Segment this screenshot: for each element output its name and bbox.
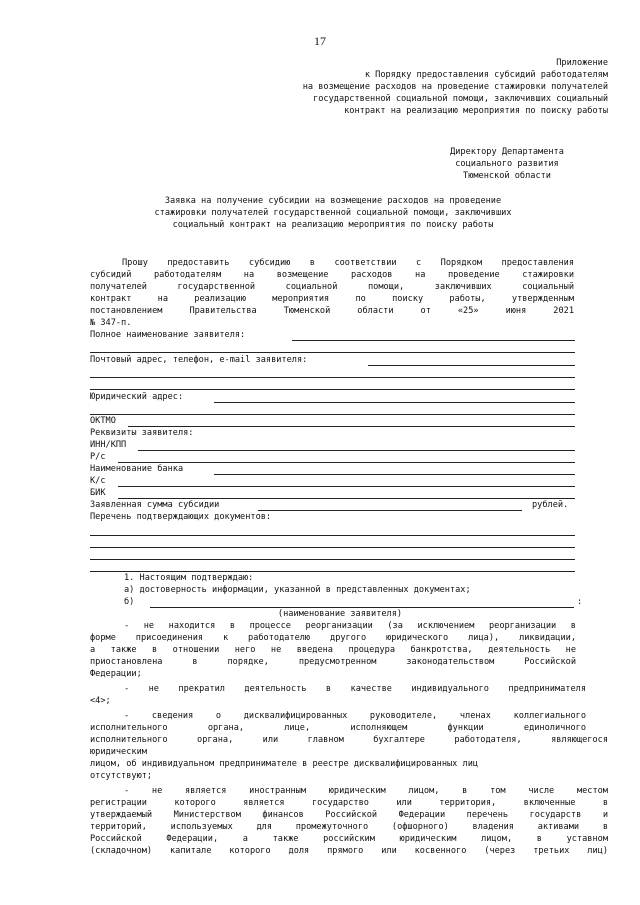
title-line: стажировки получателей государственной социальной помощи, заключивших — [154, 208, 512, 218]
title-line: Заявка на получение субсидии на возмещение расходов на проведение — [164, 196, 502, 206]
confirm-p1-line: Федерации; — [90, 669, 142, 679]
legal-address-label: Юридический адрес: — [90, 392, 184, 402]
confirm-p4-line: (складочном) капитале которого доля прямого или косвенного (через третьих лиц) — [90, 846, 608, 856]
oktmo-field[interactable] — [128, 426, 575, 427]
confirm-p2-line: - не прекратил деятельность в качестве индивидуального предпринимателя — [124, 684, 586, 694]
postal-label: Почтовый адрес, телефон, e-mail заявителя: — [90, 355, 308, 365]
addressee-line: социального развития — [455, 159, 559, 169]
confirm-p4-line: территорий, используемых для промежуточного (офшорного) владения активами в — [90, 822, 608, 832]
bik-label: БИК — [90, 488, 106, 498]
appendix-line: на возмещение расходов на проведение стажировки получателей — [302, 82, 608, 92]
amount-field[interactable] — [258, 510, 522, 511]
confirm-p4-line: утверждаемый Министерством финансов Российской Федерации перечень государств и — [90, 810, 608, 820]
addressee-line: Тюменской области — [463, 171, 551, 181]
full-name-label: Полное наименование заявителя: — [90, 330, 246, 340]
confirm-item-a: а) достоверность информации, указанной в представленных документах; — [124, 585, 471, 595]
corr-account-label: К/с — [90, 476, 106, 486]
corr-account-field[interactable] — [118, 486, 575, 487]
documents-label: Перечень подтверждающих документов: — [90, 512, 272, 522]
confirm-p1-line: а также в отношении него не введена процедура банкротства, деятельность не — [90, 645, 576, 655]
bank-label: Наименование банка — [90, 464, 184, 474]
confirm-item-b-end: : — [577, 597, 583, 607]
page-number: 17 — [314, 34, 326, 48]
applicant-name-field[interactable] — [150, 607, 574, 608]
documents-field-line2[interactable] — [90, 547, 575, 548]
legal-address-field[interactable] — [214, 402, 575, 403]
applicant-name-caption: (наименование заявителя) — [277, 609, 403, 619]
documents-field-line4[interactable] — [90, 571, 575, 572]
postal-field-line3[interactable] — [90, 389, 575, 390]
appendix-line: Приложение — [556, 58, 608, 68]
legal-address-field-line2[interactable] — [90, 414, 575, 415]
confirm-p4-line: Российской Федерации, а также российским юридическим лицом, в уставном — [90, 834, 608, 844]
appendix-line: государственной социальной помощи, заключивших социальный — [313, 94, 608, 104]
intro-line: субсидий работодателям на возмещение расходов на проведение стажировки — [90, 270, 574, 280]
confirm-p3-line: лицом, об индивидуальном предпринимателе в реестре дисквалифицированных лиц — [90, 759, 479, 769]
confirm-heading: 1. Настоящим подтверждаю: — [124, 573, 254, 583]
confirm-p3-line: исполнительного органа, или главном бухгалтере работодателя, являющегося — [90, 735, 608, 745]
confirm-p4-line: регистрации которого является государство или территория, включенные в — [90, 798, 608, 808]
confirm-p3-line: юридическим — [90, 747, 147, 757]
confirm-p1-line: форме присоединения к работодателю другого юридического лица), ликвидации, — [90, 633, 576, 643]
account-label: Р/с — [90, 452, 106, 462]
confirm-p2-line: <4>; — [90, 696, 111, 706]
amount-unit: рублей. — [532, 500, 569, 510]
confirm-item-b: б) — [124, 597, 135, 607]
confirm-p3-line: исполнительного органа, лице, исполняющем функции единоличного — [90, 723, 586, 733]
intro-line: постановлением Правительства Тюменской области от «25» июня 2021 — [90, 306, 574, 316]
title-line: социальный контракт на реализацию мероприятия по поиску работы — [172, 220, 494, 230]
confirm-p4-line: - не является иностранным юридическим лицом, в том числе местом — [124, 786, 608, 796]
confirm-p3-line: отсутствуют; — [90, 771, 153, 781]
documents-field-line3[interactable] — [90, 559, 575, 560]
intro-line: получателей государственной социальной помощи, заключивших социальный — [90, 282, 574, 292]
confirm-p1-line: - не находится в процессе реорганизации (за исключением реорганизации в — [124, 621, 576, 631]
full-name-field[interactable] — [292, 340, 575, 341]
amount-label: Заявленная сумма субсидии — [90, 500, 220, 510]
postal-field[interactable] — [368, 365, 575, 366]
full-name-field-line2[interactable] — [90, 352, 575, 353]
inn-label: ИНН/КПП — [90, 440, 127, 450]
appendix-line: контракт на реализацию мероприятия по поиску работы — [344, 106, 608, 116]
bank-field[interactable] — [214, 474, 575, 475]
intro-line: Прошу предоставить субсидию в соответствии с Порядком предоставления — [122, 258, 574, 268]
appendix-line: к Порядку предоставления субсидий работодателям — [364, 70, 608, 80]
addressee-line: Директору Департамента — [450, 147, 564, 157]
intro-line: № 347-п. — [90, 318, 132, 328]
postal-field-line2[interactable] — [90, 377, 575, 378]
confirm-p3-line: - сведения о дисквалифицированных руководителе, членах коллегиального — [124, 711, 586, 721]
oktmo-label: ОКТМО — [90, 416, 116, 426]
bik-field[interactable] — [118, 498, 575, 499]
documents-field-line1[interactable] — [90, 535, 575, 536]
requisites-label: Реквизиты заявителя: — [90, 428, 194, 438]
confirm-p1-line: приостановлена в порядке, предусмотренном законодательством Российской — [90, 657, 576, 667]
account-field[interactable] — [118, 462, 575, 463]
intro-line: контракт на реализацию мероприятия по поиску работы, утвержденным — [90, 294, 574, 304]
inn-field[interactable] — [138, 450, 575, 451]
